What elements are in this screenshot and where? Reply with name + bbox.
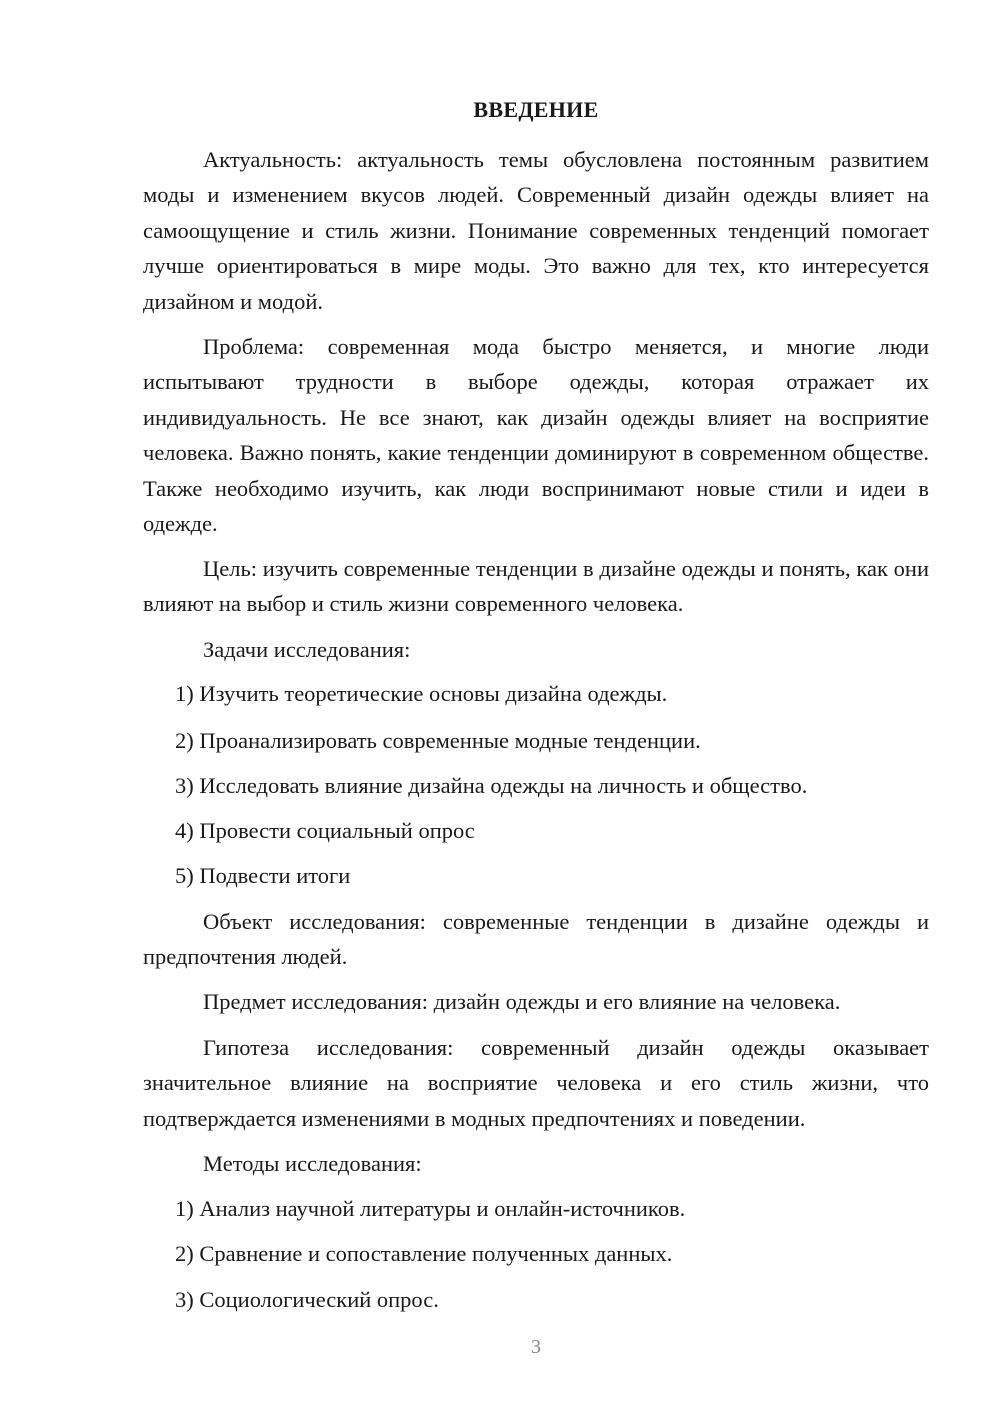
paragraph-relevance: Актуальность: актуальность темы обусловлена постоянным развитием моды и изменением вкусов людей. Современный дизайн одежды влияет на самоощущение и стиль жизни. Понимание современных тенденций помогает лучше ориентироваться в мире моды. Это важно для тех, кто интересуется дизайном и модой. xyxy=(143,147,929,314)
list-item-task-1: 1) Изучить теоретические основы дизайна одежды. xyxy=(175,681,668,706)
methods-heading: Методы исследования: xyxy=(203,1151,422,1176)
section-heading: ВВЕДЕНИЕ xyxy=(473,97,599,122)
paragraph-object: Объект исследования: современные тенденции в дизайне одежды и предпочтения людей. xyxy=(143,909,929,970)
paragraph-hypothesis: Гипотеза исследования: современный дизайн одежды оказывает значительное влияние на восприятие человека и его стиль жизни, что подтверждается изменениями в модных предпочтениях и поведении. xyxy=(143,1035,929,1131)
tasks-heading: Задачи исследования: xyxy=(203,637,411,662)
page-number: 3 xyxy=(531,1336,541,1358)
paragraph-subject: Предмет исследования: дизайн одежды и его влияние на человека. xyxy=(203,989,841,1014)
list-item-task-5: 5) Подвести итоги xyxy=(175,863,351,888)
paragraph-goal: Цель: изучить современные тенденции в дизайне одежды и понять, как они влияют на выбор и стиль жизни современного человека. xyxy=(143,556,929,617)
list-item-method-1: 1) Анализ научной литературы и онлайн-источников. xyxy=(175,1196,686,1221)
list-item-method-3: 3) Социологический опрос. xyxy=(175,1287,439,1312)
list-item-task-4: 4) Провести социальный опрос xyxy=(175,818,475,843)
list-item-method-2: 2) Сравнение и сопоставление полученных данных. xyxy=(175,1241,673,1266)
list-item-task-2: 2) Проанализировать современные модные тенденции. xyxy=(175,728,701,753)
list-item-task-3: 3) Исследовать влияние дизайна одежды на личность и общество. xyxy=(175,773,808,798)
paragraph-problem: Проблема: современная мода быстро меняется, и многие люди испытывают трудности в выборе одежды, которая отражает их индивидуальность. Не все знают, как дизайн одежды влияет на восприятие человека. Важно понять, какие тенденции доминируют в современном обществе. Также необходимо изучить, как люди воспринимают новые стили и идеи в одежде. xyxy=(143,334,929,537)
